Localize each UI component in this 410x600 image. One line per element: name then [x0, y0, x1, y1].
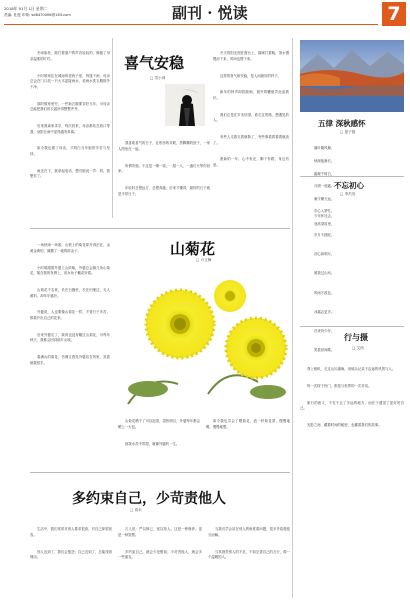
- article-title: 多约束自己，少苛责他人: [72, 491, 226, 507]
- poem-line: 落叶随风舞，: [314, 146, 335, 151]
- shanju-bottom-left: [118, 408, 200, 470]
- paragraph: 如今我也学会了晒菊花，泡一杯菊花茶，慢慢地喝，慢慢地想。: [206, 419, 290, 429]
- poem-line: 少年怀壮志，: [314, 213, 335, 218]
- landscape-photo: [300, 40, 404, 112]
- paragraph: 新年的钟声即将敲响，窗外的鞭炮声此起彼伏。: [213, 90, 289, 100]
- paragraph: 所谓安稳，不过是一粥一饭，一屋一人，一盏灯火等你回家。: [118, 163, 210, 174]
- paragraph: 别人迟到了，我们会抱怨；自己迟到了，总能找到理由。: [30, 549, 112, 560]
- section-divider: [30, 472, 290, 473]
- author-icon: □: [130, 508, 134, 512]
- paragraph: 看满山的菊花，仿佛又看见外婆站在风里，笑着朝我招手。: [30, 355, 110, 365]
- poem-line: 霜凝千树白，: [314, 171, 335, 176]
- paragraph: 小时候家住在城南的老巷子里，每逢下雨，母亲总会在门口放一只大木盆接雨水，说雨水洗衣服格外干净。: [30, 73, 110, 89]
- column-divider: [292, 38, 293, 598]
- poem-line: 乡心入梦忙。: [314, 209, 335, 214]
- author-name: 艾西: [356, 346, 364, 350]
- author-byline: [340, 130, 355, 135]
- author-name: 雪小禅: [154, 76, 166, 80]
- poem-line: 风雨不改色，: [314, 290, 335, 295]
- poem-line: 归来仍少年，: [314, 329, 335, 334]
- duoyue-col-2: [118, 516, 202, 596]
- paragraph: 山菊花不名贵，长在石缝里，长在田埂边，无人照料，却年年盛开。: [30, 287, 110, 298]
- poem-line: 登高望故里，: [314, 222, 335, 227]
- paragraph: 多约束自己，就会少犯错误；少苛责他人，就会多一些朋友。: [118, 549, 202, 560]
- shanju-bottom-right: [206, 408, 290, 470]
- section-divider: [300, 176, 404, 177]
- paragraph: 与其指责别人的不足，不如完善自己的言行，做一个温暖的人。: [208, 549, 290, 560]
- author-byline: [196, 258, 211, 263]
- author-icon: □: [340, 130, 344, 134]
- paragraph: 背上相机，走过山川湖海，用镜头记录下沿途的风景与人。: [307, 367, 396, 372]
- poem-title: 不忘初心: [334, 181, 364, 190]
- paragraph: 冬雨如丝，敲打着窗户的声音轻轻的，像极了母亲温柔的叮咛。: [30, 51, 110, 61]
- column-divider: [112, 38, 113, 218]
- poem-line: 照我过山河。: [314, 271, 335, 276]
- xiqi-text-left: [118, 130, 210, 226]
- paragraph: 后来我离家求学，每次回来，母亲都站在巷口等我，身影在雨中显得越发单薄。: [30, 123, 110, 134]
- paragraph: 我们总是在岁末回望，看走过的路，想遇见的人。: [213, 112, 289, 123]
- shanju-left-column: [30, 232, 110, 470]
- paragraph: 年轻时总想远方，总想奔跑，后来才懂得，最好的日子就是平常日子。: [118, 185, 210, 196]
- poem-line: 月照一庭霜。: [314, 184, 335, 189]
- author-name: 李杰英: [344, 192, 356, 196]
- paragraph: 旅行的意义，不在于去了多远的地方，而在于遇见了更好的自己。: [300, 400, 404, 411]
- author-name: 卢文舞: [200, 258, 212, 262]
- paragraph: 雨还在下，我拿起电话，想对她说一声：妈，我想你了。: [30, 168, 110, 179]
- chrysanthemum-illustration: [118, 264, 290, 404]
- author-byline: [352, 346, 364, 351]
- poem-line: 初心如明月，: [314, 252, 335, 257]
- masthead: [4, 4, 406, 28]
- masthead-rule: [4, 24, 378, 25]
- paragraph: 冬天的阳光照在窗台上，猫咪打着盹，茶水慢慢凉下来，时间也慢下来。: [213, 51, 289, 61]
- section-divider: [300, 326, 404, 327]
- poem-line: 笑看世间歌。: [314, 348, 335, 353]
- author-byline: [130, 508, 142, 513]
- author-name: 夏子嬉: [344, 130, 356, 134]
- poem-line: 秋深夜渐长。: [314, 159, 335, 164]
- woman-figure-illustration: [165, 84, 205, 126]
- top-left-column: [30, 40, 110, 210]
- paragraph: 当我们学会站在别人的角度看问题，很多矛盾便迎刃而解。: [208, 527, 290, 537]
- paragraph: 外婆说，人也要像山菊花一样，不管日子多苦，都要开出自己的花来。: [30, 310, 110, 320]
- paragraph: 一场秋雨一场寒，山坡上的菊花却开得正旺，金黄金黄的，像撒了一地的碎金子。: [30, 243, 110, 253]
- autumn-lake-illustration: [300, 40, 404, 112]
- paragraph: 光影之间，藏着时间的秘密，也藏着我们的故事。: [307, 423, 382, 428]
- poem-line: 岁月不蹉跎。: [314, 233, 335, 238]
- section-divider: [30, 228, 290, 229]
- poem-title: 五律 深秋感怀: [318, 119, 366, 128]
- paragraph: 那时候家里穷，一件新衣服要穿好几年，可母亲总能把我们的衣裳补得整整齐齐。: [30, 101, 110, 112]
- author-icon: □: [150, 76, 154, 80]
- duoyue-col-3: [208, 516, 290, 596]
- paragraph: 小时候跟着外婆上山砍柴，外婆总会摘几朵山菊花，插在我的发辫上，说女孩子戴花好看。: [30, 265, 110, 276]
- paragraph: 愿新的一年，心中有光，脚下有路，身边有爱。: [213, 157, 289, 168]
- xiqi-text-right: [213, 40, 289, 226]
- paragraph: 我喜欢喜气的日子，红彤彤的对联，热腾腾的饺子，一家人围坐在一起。: [118, 141, 210, 151]
- paragraph: 古人说：严以律己，宽以待人。这是一种修养，更是一种智慧。: [118, 527, 202, 537]
- section-title: 副刊 · 悦读: [172, 4, 248, 22]
- paragraph: 每一次按下快门，都是与世界的一次对话。: [307, 383, 372, 388]
- duoyue-col-1: [30, 516, 112, 596]
- paragraph: 山菊花晒干了可以泡茶，清热明目，外婆每年都会晒上一大包。: [118, 419, 200, 429]
- poem-line: 冰霜志更多。: [314, 309, 335, 314]
- page-number: 7: [387, 3, 401, 25]
- article-title: 山菊花: [170, 240, 216, 258]
- article-title: 喜气安稳: [124, 54, 185, 72]
- chrysanthemum-photo: [118, 264, 290, 404]
- author-byline: [340, 192, 355, 197]
- author-icon: □: [352, 346, 356, 350]
- author-name: 周末: [134, 508, 142, 512]
- author-icon: □: [340, 192, 344, 196]
- xingyu-text: [300, 356, 404, 596]
- column-title: 行与摄: [344, 332, 368, 342]
- author-byline: [150, 76, 165, 81]
- article-photo: [165, 84, 205, 126]
- paragraph: 那茶水苦中带甜，就像外婆的一生。: [125, 441, 180, 446]
- paragraph: 有些人走着走着就散了，有些事看着看着就淡了。: [213, 135, 289, 145]
- poem-line: 雁字横天远，: [314, 196, 335, 201]
- date-line: 2018年 01月 1日 星期二: [4, 6, 48, 11]
- paragraph: 这样的喜气和安稳，是人间最好的样子。: [220, 73, 282, 78]
- paragraph: 后来外婆走了，我再也没有戴过山菊花，可每年秋天，我都会回到那片山坡。: [30, 332, 110, 343]
- author-icon: □: [196, 258, 200, 262]
- paragraph: 如今我也做了母亲，才明白当年她的辛苦与坚持。: [30, 146, 110, 156]
- editor-line: 责编: 杜莲 印象: sd6470006@163.com: [4, 13, 71, 17]
- page-number-badge: [382, 2, 406, 26]
- paragraph: 生活中，我们常常对别人要求很高，对自己却很宽容。: [30, 527, 112, 537]
